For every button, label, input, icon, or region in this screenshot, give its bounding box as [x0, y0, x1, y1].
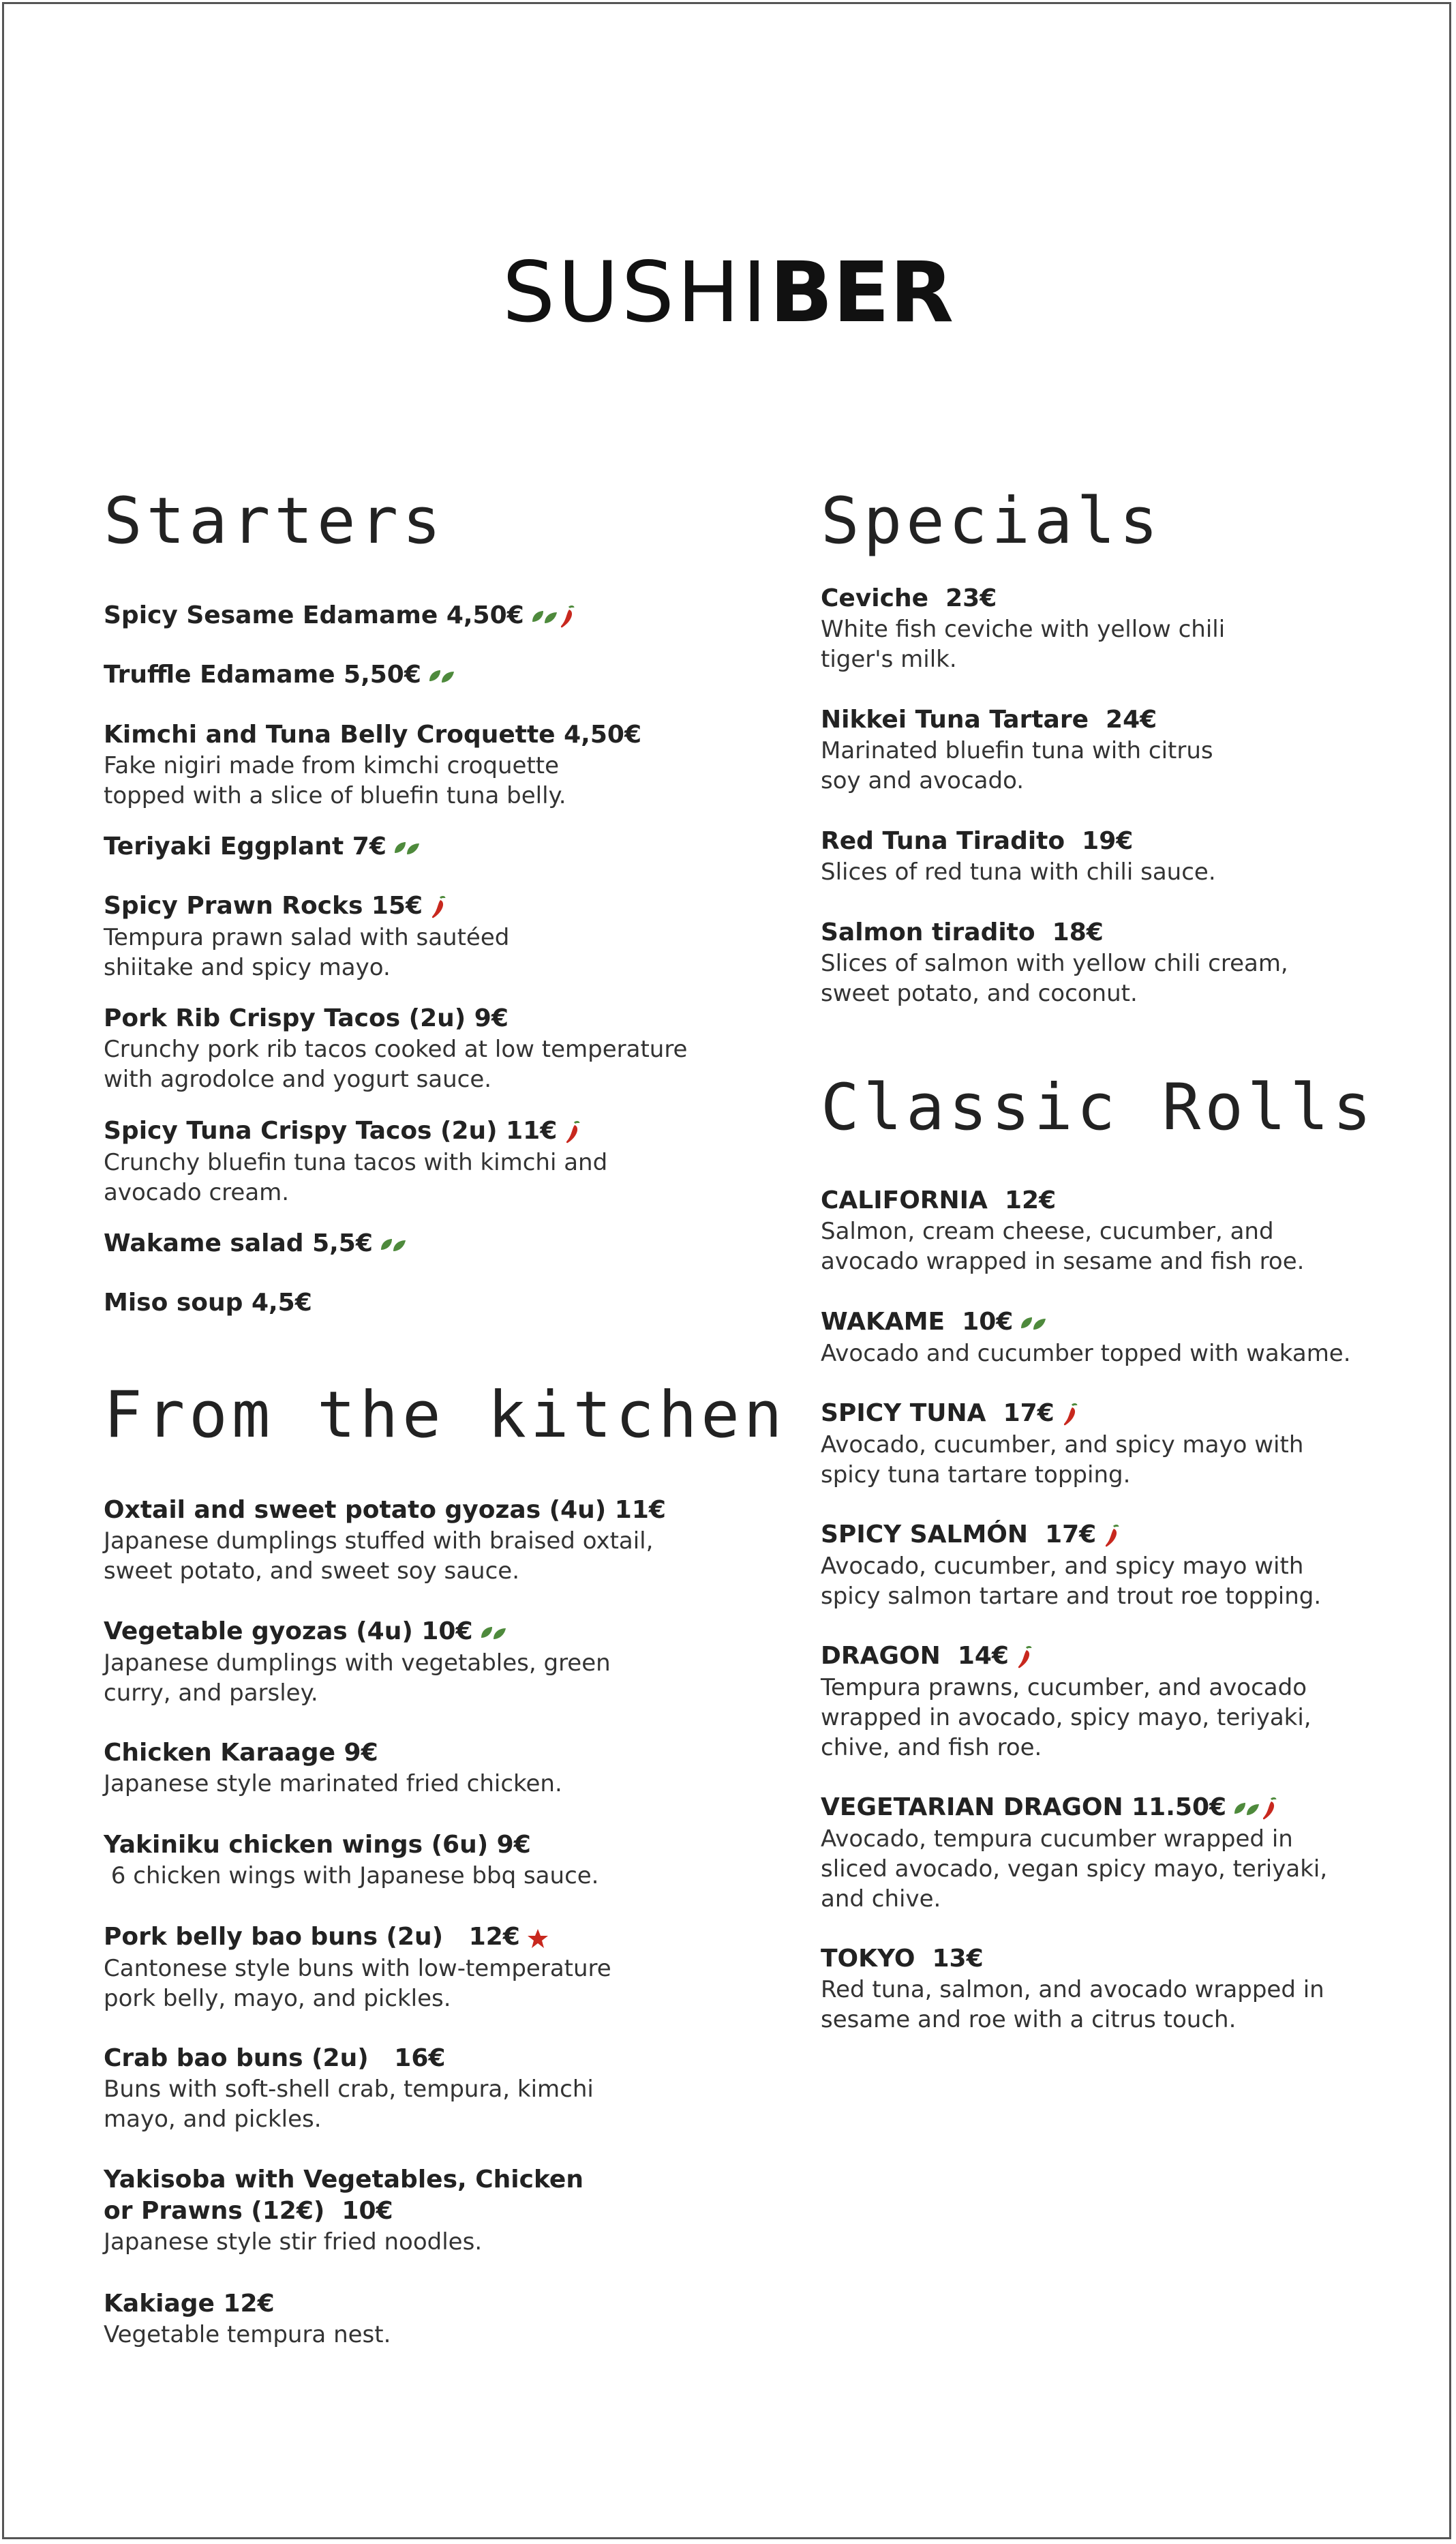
item-description: 6 chicken wings with Japanese bbq sauce.: [104, 1862, 599, 1889]
item-description: Avocado and cucumber topped with wakame.: [821, 1340, 1351, 1367]
item-name: Ceviche 23€: [821, 584, 997, 612]
item-name: Spicy Prawn Rocks 15€: [104, 892, 423, 920]
leaf-icon: [1233, 1799, 1260, 1819]
item-description: Avocado, tempura cucumber wrapped in sliced avocado, vegan spicy mayo, teriyaki, and chive.: [821, 1825, 1328, 1913]
menu-item: [104, 1287, 703, 1319]
menu-item: [104, 719, 703, 811]
item-name: Pork Rib Crispy Tacos (2u) 9€: [104, 1004, 509, 1032]
leaf-icon: [531, 607, 558, 627]
menu-item: [104, 1495, 703, 1586]
menu-item: [821, 1306, 1421, 1368]
item-description: Japanese style marinated fried chicken.: [104, 1770, 562, 1797]
item-name: Teriyaki Eggplant 7€: [104, 833, 386, 861]
item-name: SPICY TUNA 17€: [821, 1399, 1055, 1427]
section-title-kitchen: From the kitchen: [104, 1378, 787, 1452]
leaf-icon: [380, 1235, 407, 1255]
chili-icon: [1016, 1645, 1033, 1670]
leaf-icon: [480, 1623, 507, 1643]
item-description: Vegetable tempura nest.: [104, 2321, 391, 2348]
menu-item: [104, 600, 703, 632]
menu-item: [821, 1641, 1421, 1763]
menu-item: [104, 1829, 703, 1891]
menu-item: [821, 583, 1421, 674]
menu-item: [104, 2164, 703, 2257]
leaf-icon: [428, 666, 455, 687]
item-description: Avocado, cucumber, and spicy mayo with spicy salmon tartare and trout roe topping.: [821, 1553, 1322, 1610]
item-name: TOKYO 13€: [821, 1945, 984, 1973]
menu-item: [104, 1003, 703, 1094]
star-icon: [527, 1928, 549, 1949]
item-description: Tempura prawns, cucumber, and avocado wrapped in avocado, spicy mayo, teriyaki, chive, and fish roe.: [821, 1674, 1311, 1761]
menu-item: [821, 1943, 1421, 2035]
item-description: White fish ceviche with yellow chili tiger's milk.: [821, 616, 1226, 673]
item-name-line-2: or Prawns (12€) 10€: [104, 2197, 393, 2225]
menu-item: [821, 1792, 1421, 1914]
menu-item: [104, 891, 703, 983]
item-name: DRAGON 14€: [821, 1642, 1009, 1670]
item-name: Crab bao buns (2u) 16€: [104, 2044, 446, 2072]
item-description: Cantonese style buns with low-temperature pork belly, mayo, and pickles.: [104, 1955, 611, 2012]
chili-icon: [1260, 1797, 1278, 1821]
menu-item: [821, 917, 1421, 1008]
item-description: Japanese dumplings with vegetables, green curry, and parsley.: [104, 1649, 611, 1707]
item-name: WAKAME 10€: [821, 1308, 1014, 1336]
menu-item: [104, 2288, 703, 2350]
section-title-classic-rolls: Classic Rolls: [821, 1071, 1376, 1145]
chili-icon: [1061, 1403, 1079, 1427]
item-name: Salmon tiradito 18€: [821, 918, 1104, 946]
item-name: Kimchi and Tuna Belly Croquette 4,50€: [104, 721, 641, 749]
right-column: [821, 0, 1421, 2544]
menu-item: [821, 826, 1421, 887]
menu-item: [821, 1185, 1421, 1276]
item-description: Tempura prawn salad with sautéed shiitake and spicy mayo.: [104, 924, 510, 981]
item-description: Avocado, cucumber, and spicy mayo with spicy tuna tartare topping.: [821, 1431, 1304, 1488]
item-name: Kakiage 12€: [104, 2290, 275, 2318]
item-description: Japanese dumplings stuffed with braised oxtail, sweet potato, and sweet soy sauce.: [104, 1527, 654, 1585]
item-name: Yakiniku chicken wings (6u) 9€: [104, 1831, 531, 1859]
item-description: Buns with soft-shell crab, tempura, kimchi mayo, and pickles.: [104, 2076, 594, 2133]
menu-item: [104, 831, 703, 863]
item-name: Chicken Karaage 9€: [104, 1739, 378, 1767]
item-name: Yakisoba with Vegetables, Chicken: [104, 2166, 583, 2194]
item-name: Spicy Sesame Edamame 4,50€: [104, 601, 524, 629]
item-description: Marinated bluefin tuna with citrus soy and avocado.: [821, 737, 1213, 794]
menu-item: [821, 1398, 1421, 1490]
menu-item: [104, 659, 703, 691]
item-description: Salmon, cream cheese, cucumber, and avocado wrapped in sesame and fish roe.: [821, 1218, 1305, 1275]
leaf-icon: [1020, 1313, 1047, 1334]
item-name: Miso soup 4,5€: [104, 1289, 312, 1317]
item-name: VEGETARIAN DRAGON 11.50€: [821, 1793, 1227, 1821]
menu-item: [104, 1737, 703, 1799]
item-description: Fake nigiri made from kimchi croquette topped with a slice of bluefin tuna belly.: [104, 752, 566, 809]
item-name: Vegetable gyozas (4u) 10€: [104, 1617, 473, 1645]
item-name: Oxtail and sweet potato gyozas (4u) 11€: [104, 1496, 666, 1524]
chili-icon: [1103, 1524, 1121, 1548]
leaf-icon: [393, 838, 421, 858]
item-name: CALIFORNIA 12€: [821, 1186, 1057, 1214]
item-name: Red Tuna Tiradito 19€: [821, 827, 1134, 855]
item-name: Pork belly bao buns (2u) 12€: [104, 1923, 520, 1951]
chili-icon: [564, 1120, 581, 1145]
brand-logo: SUSHIBER: [502, 244, 954, 341]
item-name: Wakame salad 5,5€: [104, 1229, 373, 1257]
chili-icon: [429, 895, 447, 920]
menu-item: [104, 1616, 703, 1708]
chili-icon: [558, 605, 576, 629]
menu-item: [104, 2043, 703, 2134]
menu-item: [104, 1116, 703, 1208]
item-description: Slices of salmon with yellow chili cream, sweet potato, and coconut.: [821, 950, 1288, 1007]
item-name: Spicy Tuna Crispy Tacos (2u) 11€: [104, 1117, 558, 1145]
item-description: Japanese style stir fried noodles.: [104, 2228, 483, 2256]
item-description: Crunchy pork rib tacos cooked at low temperature with agrodolce and yogurt sauce.: [104, 1036, 688, 1093]
item-name: Nikkei Tuna Tartare 24€: [821, 706, 1157, 734]
menu-item: [821, 1519, 1421, 1611]
section-title-starters: Starters: [104, 484, 445, 558]
item-description: Crunchy bluefin tuna tacos with kimchi and avocado cream.: [104, 1149, 608, 1206]
item-description: Slices of red tuna with chili sauce.: [821, 858, 1216, 886]
menu-item: [821, 704, 1421, 796]
item-description: Red tuna, salmon, and avocado wrapped in sesame and roe with a citrus touch.: [821, 1976, 1324, 2033]
item-name: SPICY SALMÓN 17€: [821, 1521, 1097, 1548]
menu-item: [104, 1228, 703, 1260]
item-name: Truffle Edamame 5,50€: [104, 661, 421, 689]
section-title-specials: Specials: [821, 484, 1162, 558]
menu-item: [104, 1921, 703, 2014]
